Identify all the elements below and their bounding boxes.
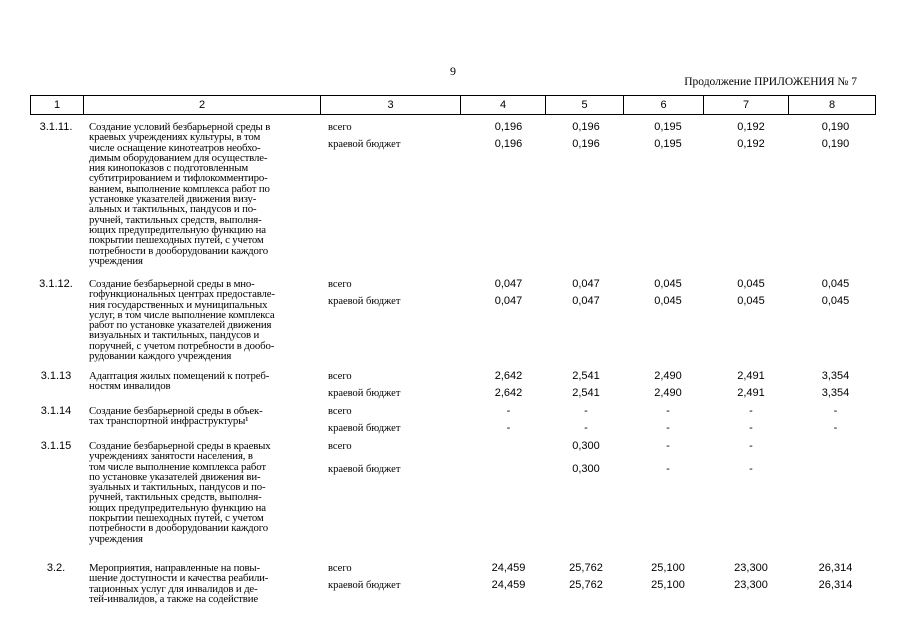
- value-cell: 25,100: [651, 579, 685, 591]
- row-number: 3.1.15: [40, 440, 72, 452]
- row-label-total: всего: [328, 563, 352, 574]
- row-label-total: всего: [328, 441, 352, 452]
- value-cell: 0,300: [572, 463, 600, 475]
- value-cell: 2,642: [494, 370, 523, 382]
- row-number: 3.1.12.: [39, 278, 73, 290]
- value-cell: -: [749, 463, 753, 475]
- header-cell: 3: [320, 96, 460, 114]
- value-cell: 2,490: [654, 387, 682, 399]
- value-cell: 26,314: [818, 579, 853, 591]
- row-number: 3.1.11.: [39, 121, 73, 133]
- header-cell: 8: [788, 96, 875, 114]
- header-cell: 7: [703, 96, 788, 114]
- row-label-total: всего: [328, 122, 352, 133]
- value-cell: -: [584, 422, 588, 434]
- row-label-total: всего: [328, 371, 352, 382]
- value-cell: 0,045: [654, 278, 682, 290]
- value-cell: 0,045: [821, 295, 850, 307]
- value-cell: 0,196: [572, 121, 600, 133]
- value-cell: 0,045: [737, 278, 765, 290]
- value-cell: -: [749, 422, 753, 434]
- value-cell: 24,459: [491, 579, 526, 591]
- value-cell: -: [584, 405, 588, 417]
- value-cell: 0,300: [572, 440, 600, 452]
- value-cell: 0,192: [737, 138, 765, 150]
- row-label-budget: краевой бюджет: [328, 139, 401, 150]
- value-cell: 0,047: [494, 295, 523, 307]
- value-cell: -: [749, 405, 753, 417]
- value-cell: 3,354: [821, 387, 850, 399]
- value-cell: 0,047: [572, 295, 600, 307]
- row-description: Создание условий безбарьерной среды в краевых учреждениях культуры, в том числе оснащение кинотеатров необхо- димым оборудованием для осуществле- ния кинопоказов с подготовленным субтитрированием и тифлокомментиро- ванием, выполнение комплекса работ по установке указателей движения визу- альных и тактильных, пандусов и по- ручней, тактильных средств, выполня- ющих предупредительную функцию на покрытии пешеходных путей, с учетом потребности в дооборудовании каждого учреждения: [89, 121, 271, 267]
- value-cell: 0,195: [654, 121, 682, 133]
- value-cell: 25,762: [569, 579, 603, 591]
- value-cell: -: [666, 440, 670, 452]
- value-cell: -: [666, 463, 670, 475]
- row-number: 3.1.14: [40, 405, 72, 417]
- value-cell: 2,642: [494, 387, 523, 399]
- value-cell: -: [749, 440, 753, 452]
- value-cell: 26,314: [818, 562, 853, 574]
- value-cell: 0,045: [821, 278, 850, 290]
- value-cell: 23,300: [734, 579, 768, 591]
- row-label-budget: краевой бюджет: [328, 464, 401, 475]
- value-cell: 0,045: [654, 295, 682, 307]
- row-label-budget: краевой бюджет: [328, 296, 401, 307]
- value-cell: 23,300: [734, 562, 768, 574]
- header-cell: 5: [545, 96, 623, 114]
- row-description: Создание безбарьерной среды в краевых учреждениях занятости населения, в том числе выполнение комплекса работ по установке указателей движения ви- зуальных и тактильных, пандусов и по- ручней, тактильных средств, выполня- ющих предупредительную функцию на покрытии пешеходных путей, с учетом потребности в дооборудовании каждого учреждения: [89, 440, 271, 545]
- value-cell: 25,762: [569, 562, 603, 574]
- header-cell: 4: [460, 96, 545, 114]
- row-description: Мероприятия, направленные на повы- шение доступности и качества реабили- тационных услуг для инвалидов и де- тей-инвалидов, а также на содействие: [89, 562, 269, 605]
- row-label-budget: краевой бюджет: [328, 580, 401, 591]
- value-cell: 0,192: [737, 121, 765, 133]
- row-label-budget: краевой бюджет: [328, 388, 401, 399]
- value-cell: -: [506, 405, 511, 417]
- row-description: Создание безбарьерной среды в мно- гофункциональных центрах предоставле- ния государственных и муниципальных услуг, в том числе выполнение комплекса работ по установке указателей движения визуальных и тактильных, пандусов и поручней, с учетом потребности в дообо- рудовании каждого учреждения: [89, 278, 275, 363]
- value-cell: 3,354: [821, 370, 850, 382]
- row-label-budget: краевой бюджет: [328, 423, 401, 434]
- value-cell: 2,491: [737, 370, 765, 382]
- row-label-total: всего: [328, 406, 352, 417]
- value-cell: 0,196: [494, 121, 523, 133]
- value-cell: 2,490: [654, 370, 682, 382]
- value-cell: 2,541: [572, 370, 600, 382]
- row-description: Адаптация жилых помещений к потреб- ностям инвалидов: [89, 370, 270, 393]
- header-cell: 2: [83, 96, 320, 114]
- table-header-row: [30, 95, 876, 115]
- value-cell: -: [506, 422, 511, 434]
- value-cell: -: [833, 422, 838, 434]
- row-number: 3.2.: [46, 562, 66, 574]
- value-cell: 0,190: [821, 138, 850, 150]
- value-cell: 25,100: [651, 562, 685, 574]
- value-cell: 2,541: [572, 387, 600, 399]
- value-cell: -: [833, 405, 838, 417]
- header-cell: 1: [53, 99, 61, 111]
- value-cell: 2,491: [737, 387, 765, 399]
- value-cell: 0,190: [821, 121, 850, 133]
- value-cell: 0,045: [737, 295, 765, 307]
- row-number: 3.1.13: [40, 370, 72, 382]
- value-cell: 24,459: [491, 562, 526, 574]
- continuation-title: Продолжение ПРИЛОЖЕНИЯ № 7: [684, 76, 857, 88]
- value-cell: 0,196: [494, 138, 523, 150]
- value-cell: 0,195: [654, 138, 682, 150]
- row-label-total: всего: [328, 279, 352, 290]
- value-cell: 0,196: [572, 138, 600, 150]
- row-description: Создание безбарьерной среды в объек- тах транспортной инфраструктуры¹: [89, 405, 263, 428]
- value-cell: -: [666, 422, 670, 434]
- value-cell: 0,047: [572, 278, 600, 290]
- page-number: 9: [450, 64, 456, 78]
- header-cell: 6: [623, 96, 703, 114]
- value-cell: -: [666, 405, 670, 417]
- value-cell: 0,047: [494, 278, 523, 290]
